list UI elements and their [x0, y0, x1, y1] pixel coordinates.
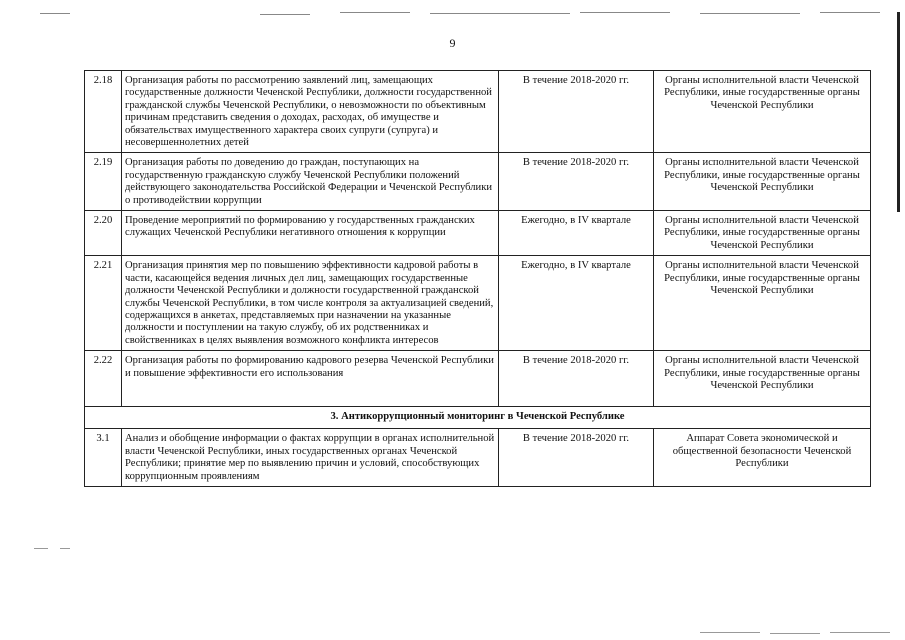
table-row [85, 153, 871, 211]
scan-artifact-top [40, 10, 890, 16]
row-description: Организация работы по рассмотрению заявлений лиц, замещающих государственные должности Чеченской Республики, должности государственной гражданской службы Чеченской Республики, о невозможности по объективным причинам представить сведения о доходах, расходах, об имуществе и обязательствах имущественного характера своих супруги (супруга) и несовершеннолетних детей [122, 71, 499, 153]
table-row [85, 429, 871, 487]
row-executors: Органы исполнительной власти Чеченской Республики, иные государственные органы Чеченской Республики [654, 351, 871, 407]
row-number: 2.21 [85, 256, 122, 351]
row-executors: Органы исполнительной власти Чеченской Республики, иные государственные органы Чеченской Республики [654, 211, 871, 256]
row-executors: Органы исполнительной власти Чеченской Республики, иные государственные органы Чеченской Республики [654, 71, 871, 153]
table-row [85, 71, 871, 153]
plan-table [84, 70, 871, 487]
row-number: 2.18 [85, 71, 122, 153]
row-number: 2.22 [85, 351, 122, 407]
row-term: Ежегодно, в IV квартале [499, 256, 654, 351]
row-number: 2.20 [85, 211, 122, 256]
row-number: 3.1 [85, 429, 122, 487]
row-term: Ежегодно, в IV квартале [499, 211, 654, 256]
row-description: Анализ и обобщение информации о фактах коррупции в органах исполнительной власти Чеченской Республики, иных государственных органах Чеченской Республики; принятие мер по выявлению причин и условий, способствующих коррупционным проявлениям [122, 429, 499, 487]
section-title: 3. Антикоррупционный мониторинг в Чеченской Республике [85, 406, 871, 428]
table-row [85, 211, 871, 256]
row-executors: Органы исполнительной власти Чеченской Республики, иные государственные органы Чеченской Республики [654, 153, 871, 211]
row-term: В течение 2018-2020 гг. [499, 429, 654, 487]
table-row [85, 351, 871, 407]
row-number: 2.19 [85, 153, 122, 211]
row-description: Организация работы по формированию кадрового резерва Чеченской Республики и повышение эффективности его использования [122, 351, 499, 407]
page-number: 9 [449, 36, 456, 50]
row-description: Проведение мероприятий по формированию у государственных гражданских служащих Чеченской Республики негативного отношения к коррупции [122, 211, 499, 256]
section-header-row [85, 406, 871, 428]
row-executors: Органы исполнительной власти Чеченской Республики, иные государственные органы Чеченской Республики [654, 256, 871, 351]
row-term: В течение 2018-2020 гг. [499, 71, 654, 153]
row-description: Организация работы по доведению до граждан, поступающих на государственную гражданскую службу Чеченской Республики положений действующего законодательства Российской Федерации и Чеченской Республики о противодействии коррупции [122, 153, 499, 211]
row-term: В течение 2018-2020 гг. [499, 153, 654, 211]
row-term: В течение 2018-2020 гг. [499, 351, 654, 407]
table-row [85, 256, 871, 351]
row-executors: Аппарат Совета экономической и общественной безопасности Чеченской Республики [654, 429, 871, 487]
row-description: Организация принятия мер по повышению эффективности кадровой работы в части, касающейся ведения личных дел лиц, замещающих государственные должности Чеченской Республики и должности государственной гражданской службы Чеченской Республики, в том числе контроля за актуализацией сведений, содержащихся в анкетах, представляемых при назначении на указанные должности и поступлении на такую службу, об их родственниках и свойственниках в целях выявления возможного конфликта интересов [122, 256, 499, 351]
